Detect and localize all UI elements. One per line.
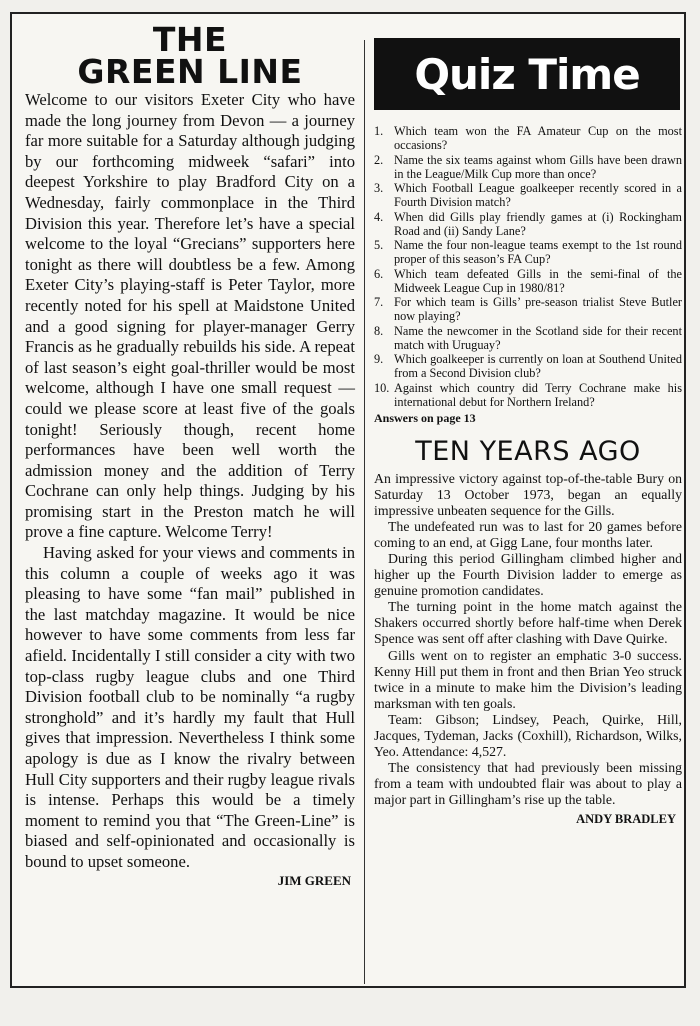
- quiz-question-text: When did Gills play friendly games at (i) Rockingham Road and (ii) Sandy Lane?: [394, 209, 682, 238]
- quiz-question: [374, 267, 682, 295]
- ten-years-ago-paragraph: Gills went on to register an emphatic 3-0 success. Kenny Hill put them in front and then Brian Yeo struck twice in a minute to make him the Division’s leading marksman with ten goals.: [374, 647, 682, 711]
- green-line-column: [25, 20, 355, 889]
- ten-years-ago-body: [374, 471, 682, 809]
- ten-years-ago-author: ANDY BRADLEY: [576, 812, 676, 827]
- quiz-question-number: 6.: [374, 266, 384, 281]
- quiz-question: [374, 381, 682, 409]
- quiz-title-banner: Quiz Time: [374, 38, 680, 110]
- ten-years-ago-paragraph: During this period Gillingham climbed higher and higher up the Fourth Division ladder to emerge as genuine promotion candidates.: [374, 550, 682, 599]
- quiz-question-number: 8.: [374, 323, 384, 338]
- quiz-question-text: Which team defeated Gills in the semi-final of the Midweek League Cup in 1980/81?: [394, 266, 682, 295]
- quiz-question-text: Name the newcomer in the Scotland side for their recent match with Uruguay?: [394, 323, 682, 352]
- green-line-title: [25, 20, 355, 91]
- right-column: [374, 38, 682, 827]
- ten-years-ago-title: TEN YEARS AGO: [415, 435, 641, 467]
- quiz-question-text: Which team won the FA Amateur Cup on the most occasions?: [394, 124, 682, 152]
- quiz-answers-note: Answers on page 13: [374, 410, 476, 425]
- quiz-question-number: 7.: [374, 295, 384, 309]
- ten-years-ago-paragraph: The turning point in the home match against the Shakers occurred shortly before half-time when Derek Spence was sent off after clashing with Dave Quirke.: [374, 599, 682, 647]
- green-line-signature: JIM GREEN: [277, 872, 351, 888]
- quiz-question-text: For which team is Gills’ pre-season trialist Steve Butler now playing?: [394, 295, 682, 323]
- quiz-question: [374, 124, 682, 152]
- ten-years-ago-paragraph: An impressive victory against top-of-the-table Bury on Saturday 13 October 1973, began an equally impressive unbeaten sequence for the Gills.: [374, 470, 682, 518]
- quiz-question: [374, 324, 682, 352]
- green-line-paragraph: Having asked for your views and comments in this column a couple of weeks ago it was pleasing to have some “fan mail” published in the last matchday magazine. It would be nice however to have some comments from less far afield. Incidentally I still consider a city with two top-class rugby league clubs and one Third Division football club to be nominally “a rugby stronghold” and it’s hardly my fault that Hull gives that impression. Nevertheless I think some apology is due as I know the rivalry between Hull City supporters and their rugby league rivals is intense. Perhaps this would be a timely moment to remind you that “The Green-Line” is biased and self-opinionated and occasionally is bound to upset someone.: [25, 543, 355, 871]
- quiz-question-number: 10.: [374, 380, 390, 395]
- quiz-question-list: [374, 124, 682, 409]
- green-line-title-line2: GREEN LINE: [77, 52, 303, 91]
- quiz-question: [374, 352, 682, 380]
- green-line-paragraph: Welcome to our visitors Exeter City who have made the long journey from Devon — a journey far more suitable for a Saturday although judging by our forthcoming midweek “safari” into deepest Yorkshire to play Bradford City on a Wednesday, fairly commonplace in the Third Division this year. Therefore let’s have a special welcome to the loyal “Grecians” supporters here tonight as there will doubtless be a few. Among Exeter City’s playing-staff is Peter Taylor, more recently noted for his spell at Maidstone United and a good signing for player-manager Gerry Francis as he gradually rebuilds his side. A repeat of last season’s eight goal-thriller would be most welcome, although I have one small request — could we please score at least five of the goals tonight! Seriously though, recent home performances have been well worth the admission money and the addition of Terry Cochrane can only help things. Judging by his promising start in the Preston match he will prove a fine capture. Welcome Terry!: [25, 90, 355, 542]
- quiz-question-text: Name the six teams against whom Gills have been drawn in the League/Milk Cup more than once?: [394, 152, 682, 181]
- quiz-question: [374, 210, 682, 238]
- ten-years-ago-paragraph: Team: Gibson; Lindsey, Peach, Quirke, Hill, Jacques, Tydeman, Jacks (Coxhill), Richardson, Wilks, Yeo. Attendance: 4,527.: [374, 711, 682, 760]
- quiz-question-text: Which Football League goalkeeper recently scored in a Fourth Division match?: [394, 181, 682, 209]
- quiz-question-number: 1.: [374, 124, 384, 138]
- quiz-question: [374, 181, 682, 209]
- quiz-question: [374, 238, 682, 266]
- green-line-body: [25, 90, 355, 873]
- ten-years-ago-paragraph: The undefeated run was to last for 20 games before coming to an end, at Gigg Lane, four months later.: [374, 518, 682, 550]
- quiz-question-number: 2.: [374, 152, 384, 167]
- quiz-question-text: Name the four non-league teams exempt to the 1st round proper of this season’s FA Cup?: [394, 238, 682, 266]
- quiz-question: [374, 295, 682, 323]
- quiz-question-number: 9.: [374, 352, 384, 366]
- quiz-question-text: Which goalkeeper is currently on loan at Southend United from a Second Division club?: [394, 352, 682, 380]
- magazine-page: [10, 12, 686, 988]
- ten-years-ago-paragraph: The consistency that had previously been missing from a team with undoubted flair was about to play a major part in Gillingham’s rise up the table.: [374, 760, 682, 808]
- quiz-question-number: 5.: [374, 238, 384, 252]
- quiz-question-number: 4.: [374, 209, 384, 224]
- quiz-question-number: 3.: [374, 181, 384, 195]
- column-divider: [364, 40, 365, 984]
- quiz-question: [374, 153, 682, 181]
- green-line-title-line1: THE: [152, 20, 228, 59]
- quiz-question-text: Against which country did Terry Cochrane make his international debut for Northern Ireland?: [394, 380, 682, 409]
